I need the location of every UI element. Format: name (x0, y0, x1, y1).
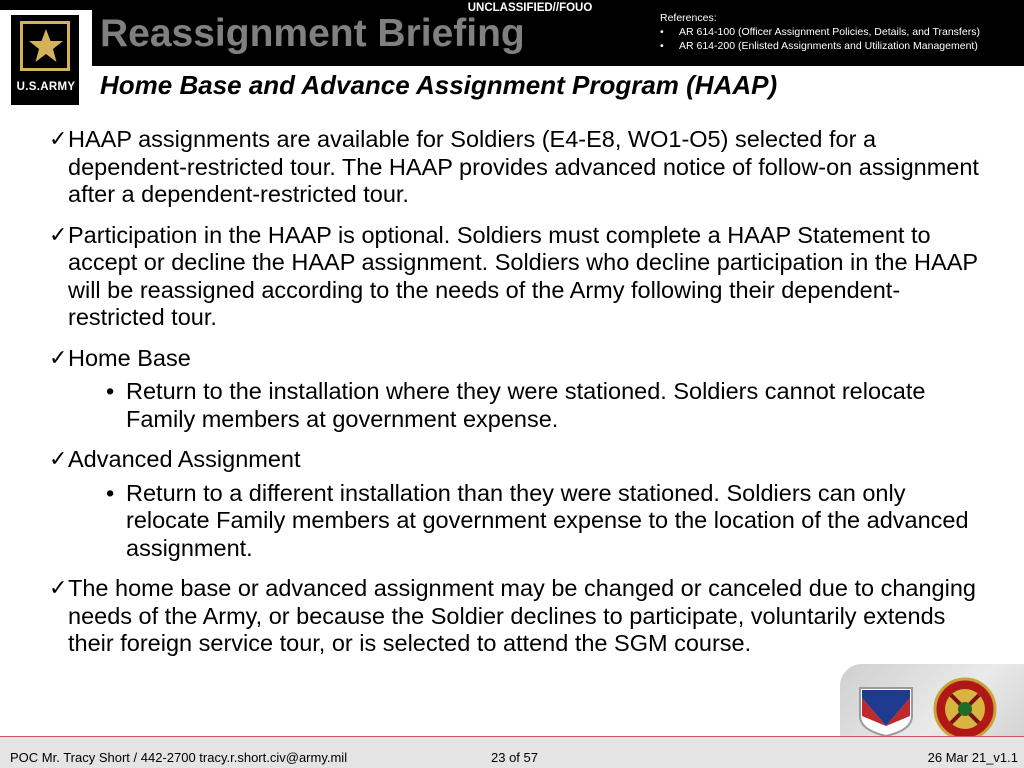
check-icon: ✓ (49, 344, 68, 370)
reference-item: • AR 614-100 (Officer Assignment Policies, Details, and Transfers) (660, 25, 980, 39)
star-icon (20, 21, 70, 71)
shield-icon (860, 688, 912, 736)
footer-poc: POC Mr. Tracy Short / 442-2700 tracy.r.short.civ@army.mil (10, 750, 348, 765)
footer-date: 26 Mar 21_v1.1 (927, 750, 1018, 765)
bullet-icon: • (106, 479, 115, 506)
reference-item: • AR 614-200 (Enlisted Assignments and Utilization Management) (660, 39, 980, 53)
item-text: The home base or advanced assignment may be changed or canceled due to changing needs of the Army, or because the Soldier declines to participate, voluntarily extends their foreign service tour, or is selected to attend the SGM course. (68, 575, 976, 656)
references-block (660, 11, 980, 53)
check-icon: ✓ (49, 126, 68, 151)
logo-text: U.S.ARMY (16, 81, 76, 93)
bullet-item (68, 378, 993, 433)
page-number: 23 of 57 (491, 750, 538, 765)
checklist-item (48, 446, 993, 562)
army-logo (0, 10, 92, 116)
item-text: Advanced Assignment (68, 446, 301, 472)
item-text: HAAP assignments are available for Soldiers (E4-E8, WO1-O5) selected for a dependent-restricted tour. The HAAP provides advanced notice of follow-on assignment after a dependent-restricted tour. (68, 126, 979, 207)
bullet-icon: • (106, 378, 115, 404)
bullet-item (68, 480, 993, 563)
checklist-item (48, 575, 993, 658)
insignia-panel (840, 664, 1024, 740)
check-icon: ✓ (49, 221, 68, 247)
references-label: References: (660, 12, 717, 24)
bullet-text: Return to the installation where they were stationed. Soldiers cannot relocate Family members at government expense. (126, 378, 926, 432)
check-icon: ✓ (49, 446, 68, 471)
checklist-item (48, 126, 993, 209)
slide-subtitle: Home Base and Advance Assignment Program (HAAP) (100, 70, 778, 100)
page-title: Reassignment Briefing (100, 12, 525, 55)
checklist-item (48, 222, 993, 332)
check-icon: ✓ (49, 575, 68, 600)
slide-content (48, 126, 993, 671)
crest-icon (935, 679, 995, 739)
checklist-item (48, 345, 993, 434)
bullet-text: Return to a different installation than they were stationed. Soldiers can only relocate Family members at government expense to the location of the advanced assignment. (126, 479, 969, 561)
item-text: Home Base (68, 344, 191, 371)
classification-banner: UNCLASSIFIED//FOUO (467, 2, 593, 14)
item-text: Participation in the HAAP is optional. Soldiers must complete a HAAP Statement to accept or decline the HAAP assignment. Soldiers who decline participation in the HAAP will be reassigned according to the needs of the Army following their dependent-restricted tour. (68, 221, 978, 330)
